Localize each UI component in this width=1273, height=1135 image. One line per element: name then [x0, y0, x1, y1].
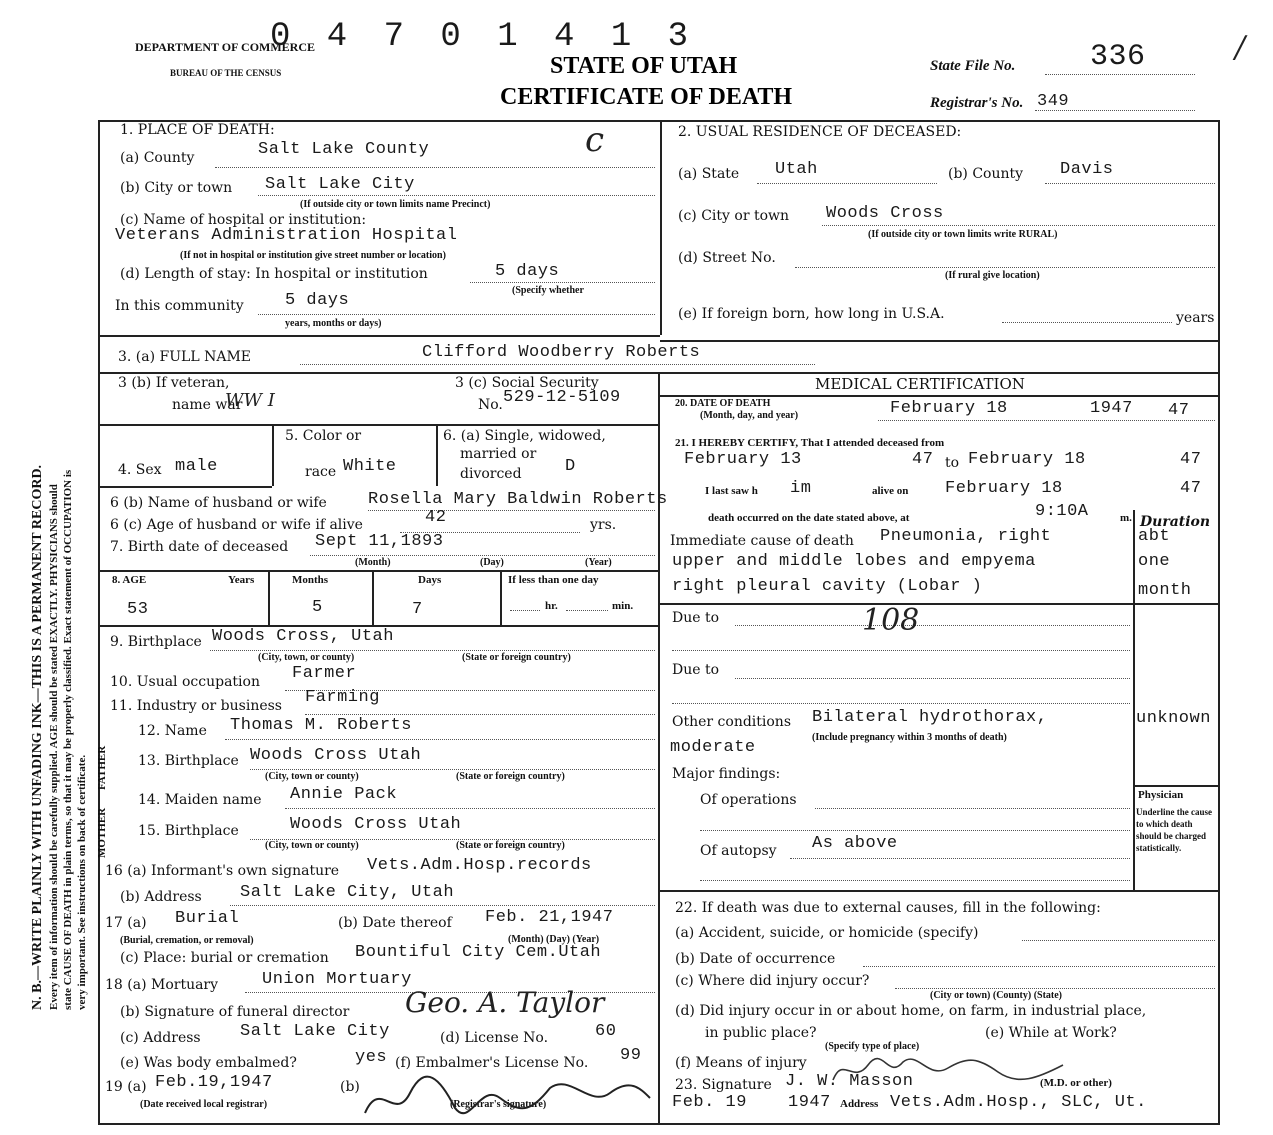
duration-value-2: one: [1138, 552, 1171, 571]
color-label: 5. Color or: [285, 428, 362, 444]
registrar-date-value: Feb.19,1947: [155, 1073, 273, 1092]
registrar-number: 349: [1037, 92, 1070, 111]
immediate-cause-label: Immediate cause of death: [670, 533, 854, 549]
veteran-row-bottom: [98, 424, 658, 426]
burial-place-value: Bountiful City Cem.Utah: [355, 943, 602, 962]
sex-value: male: [175, 457, 218, 476]
informant-address-value: Salt Lake City, Utah: [240, 883, 455, 902]
birthplace-state-note: (State or foreign country): [462, 652, 571, 663]
other-conditions-value: Bilateral hydrothorax,: [812, 708, 1048, 727]
duration-column-left: [1133, 510, 1135, 890]
father-state-note: (State or foreign country): [456, 771, 565, 782]
due-to-label-2: Due to: [672, 662, 720, 678]
informant-address-label: (b) Address: [120, 889, 202, 905]
veteran-label: 3 (b) If veteran,: [118, 375, 230, 391]
father-tag: FATHER: [96, 745, 108, 790]
registrar-sig-note: (Registrar's signature): [450, 1099, 547, 1110]
stay-value: 5 days: [495, 262, 560, 281]
father-city-note: (City, town or county): [265, 771, 359, 782]
industry-value: Farming: [305, 688, 380, 707]
embalmed-value: yes: [355, 1048, 388, 1067]
cause-row-bottom: [660, 603, 1220, 605]
birthplace-value: Woods Cross, Utah: [212, 627, 394, 646]
attended-to-year: 47: [1180, 450, 1202, 469]
mother-birthplace-label: 15. Birthplace: [138, 823, 239, 839]
community-units-note: years, months or days): [285, 318, 382, 329]
race-label: race: [305, 464, 337, 480]
mother-name-value: Annie Pack: [290, 785, 398, 804]
occupation-label: 10. Usual occupation: [110, 674, 260, 690]
external-a: (a) Accident, suicide, or homicide (specify): [675, 925, 979, 941]
autopsy-value: As above: [812, 834, 898, 853]
sex-row-bottom: [98, 486, 272, 488]
alive-on-year: 47: [1180, 479, 1202, 498]
date-of-death-value: February 18: [890, 399, 1008, 418]
mortuary-label: 18 (a) Mortuary: [105, 977, 219, 993]
marital-label-2: married or: [460, 446, 537, 462]
specify-note: (Specify whether: [512, 285, 584, 296]
attended-to-label: to: [945, 455, 960, 471]
cause-line-2: upper and middle lobes and empyema: [672, 552, 1036, 571]
external-c: (c) Where did injury occur?: [675, 973, 870, 989]
margin-instruction-1: Every item of information should be carefully supplied. AGE should be stated EXACTLY. PHYSICIANS should: [48, 484, 60, 1010]
last-saw-label: I last saw h: [705, 485, 758, 497]
age-less-label: If less than one day: [508, 574, 599, 586]
war-label: name war: [172, 397, 243, 413]
external-d: (d) Did injury occur in or about home, on farm, in industrial place,: [675, 1003, 1147, 1019]
registrar-label: 19 (a): [105, 1079, 147, 1095]
state-file-number: 336: [1090, 40, 1146, 74]
registrar-signature: [360, 1068, 660, 1128]
signature-date: Feb. 19: [672, 1093, 747, 1112]
attended-from-value: February 13: [684, 450, 802, 469]
informant-label: 16 (a) Informant's own signature: [105, 863, 340, 879]
residence-street-note: (If rural give location): [945, 270, 1040, 281]
funeral-director-signature: Geo. A. Taylor: [405, 986, 605, 1019]
external-f: (f) Means of injury: [675, 1055, 807, 1071]
other-conditions-label: Other conditions: [672, 714, 792, 730]
marital-label: 6. (a) Single, widowed,: [443, 428, 606, 444]
age-years-right: [268, 570, 270, 625]
residence-heading: 2. USUAL RESIDENCE OF DECEASED:: [678, 124, 962, 140]
ssn-no-label: No.: [478, 397, 503, 413]
external-d-2: in public place?: [705, 1025, 817, 1041]
death-time-value: 9:10A: [1035, 502, 1089, 521]
signature-name: J. W. Masson: [785, 1072, 914, 1091]
signature-md-note: (M.D. or other): [1040, 1077, 1112, 1089]
full-name-label: 3. (a) FULL NAME: [118, 349, 251, 365]
birth-date-value: Sept 11,1893: [315, 532, 444, 551]
mortuary-address-label: (c) Address: [120, 1030, 201, 1046]
due-to-label-1: Due to: [672, 610, 720, 626]
war-value: WW I: [225, 390, 275, 411]
age-months-label: Months: [292, 574, 329, 586]
other-duration-value: unknown: [1136, 709, 1211, 728]
cause-line-1: Pneumonia, right: [880, 527, 1052, 546]
sex-box-right: [272, 424, 274, 486]
date-of-death-year-short: 47: [1168, 401, 1190, 420]
margin-instruction-3: very important. See instructions on back of certificate.: [76, 754, 88, 1010]
death-county-label: (a) County: [120, 150, 195, 166]
marital-label-3: divorced: [460, 466, 522, 482]
margin-warning: N. B.—WRITE PLAINLY WITH UNFADING INK—THIS IS A PERMANENT RECORD.: [30, 464, 45, 1010]
state-file-line: [1045, 74, 1195, 75]
place-of-death-heading: 1. PLACE OF DEATH:: [120, 122, 275, 138]
certify-label: 21. I HEREBY CERTIFY, That I attended deceased from: [675, 437, 945, 449]
mortuary-address-value: Salt Lake City: [240, 1022, 390, 1041]
license-label: (d) License No.: [440, 1030, 549, 1046]
death-time-unit: m.: [1120, 512, 1132, 524]
ssn-value: 529-12-5109: [503, 388, 621, 407]
hospital-value: Veterans Administration Hospital: [115, 226, 458, 245]
spouse-age-label: 6 (c) Age of husband or wife if alive: [110, 517, 363, 533]
state-title: STATE OF UTAH: [550, 53, 738, 79]
community-value: 5 days: [285, 291, 350, 310]
residence-bottom: [660, 340, 1220, 342]
birth-day-note: (Day): [480, 557, 504, 568]
stay-label: (d) Length of stay: In hospital or institution: [120, 266, 428, 282]
external-heading: 22. If death was due to external causes, fill in the following:: [675, 900, 1101, 916]
form-left-border: [98, 120, 100, 1125]
major-findings-label: Major findings:: [672, 766, 781, 782]
embalmer-license-value: 99: [620, 1046, 642, 1065]
death-city-note: (If outside city or town limits name Precinct): [300, 199, 491, 210]
registrar-sig-label: (b): [340, 1079, 360, 1095]
certificate-title: CERTIFICATE OF DEATH: [500, 84, 793, 110]
department-label: DEPARTMENT OF COMMERCE: [135, 40, 316, 54]
date-of-death-year: 1947: [1090, 399, 1133, 418]
place-box-bottom: [98, 335, 660, 337]
age-hr-label: hr.: [545, 600, 558, 612]
funeral-director-label: (b) Signature of funeral director: [120, 1004, 350, 1020]
father-birthplace-value: Woods Cross Utah: [250, 746, 422, 765]
license-value: 60: [595, 1022, 617, 1041]
race-box-right: [436, 424, 438, 486]
burial-label: 17 (a): [105, 915, 147, 931]
burial-place-label: (c) Place: burial or cremation: [120, 950, 329, 966]
external-b: (b) Date of occurrence: [675, 951, 836, 967]
spouse-value: Rosella Mary Baldwin Roberts: [368, 490, 668, 509]
external-d-note: (Specify type of place): [825, 1041, 920, 1052]
alive-on-label: alive on: [872, 485, 909, 497]
death-city-value: Salt Lake City: [265, 175, 415, 194]
residence-state-label: (a) State: [678, 166, 740, 182]
sex-label: 4. Sex: [118, 462, 162, 478]
last-saw-value: im: [790, 479, 812, 498]
registrar-date-note: (Date received local registrar): [140, 1099, 268, 1110]
external-c-note: (City or town) (County) (State): [930, 990, 1063, 1001]
physician-label: Physician: [1138, 789, 1184, 801]
father-name-value: Thomas M. Roberts: [230, 716, 412, 735]
age-label: 8. AGE: [112, 574, 147, 586]
place-box-right: [660, 120, 662, 335]
signature-label: 23. Signature: [675, 1077, 772, 1093]
foreign-born-label: (e) If foreign born, how long in U.S.A.: [678, 306, 945, 322]
death-occurred-label: death occurred on the date stated above, at: [708, 512, 910, 524]
duration-label: Duration: [1140, 514, 1211, 530]
certificate-stamp-number: 0 4 7 0 1 4 1 3: [270, 18, 697, 56]
hospital-note: (If not in hospital or institution give street number or location): [180, 250, 446, 261]
date-of-death-label: 20. DATE OF DEATH: [675, 398, 771, 409]
state-file-label: State File No.: [930, 58, 1016, 74]
spouse-age-unit: yrs.: [590, 517, 617, 533]
marital-value: D: [565, 457, 576, 476]
cause-code: 108: [862, 603, 920, 638]
burial-date-label: (b) Date thereof: [338, 915, 452, 931]
birthplace-label: 9. Birthplace: [110, 634, 202, 650]
burial-type-value: Burial: [175, 909, 240, 928]
alive-on-value: February 18: [945, 479, 1063, 498]
age-days-label: Days: [418, 574, 442, 586]
physician-note: Underline the cause to which death should be charged statistically.: [1136, 807, 1212, 853]
burial-type-note: (Burial, cremation, or removal): [120, 935, 254, 946]
mother-name-label: 14. Maiden name: [138, 792, 262, 808]
age-months-right: [372, 570, 374, 625]
residence-state-value: Utah: [775, 160, 818, 179]
age-days-right: [500, 570, 502, 625]
mother-birthplace-value: Woods Cross Utah: [290, 815, 462, 834]
medical-heading-bottom: [660, 395, 1220, 397]
other-conditions-value-2: moderate: [670, 738, 756, 757]
physician-signature: [828, 1050, 1068, 1090]
mother-city-note: (City, town or county): [265, 840, 359, 851]
father-birthplace-label: 13. Birthplace: [138, 753, 239, 769]
hospital-label: (c) Name of hospital or institution:: [120, 212, 367, 228]
residence-city-note: (If outside city or town limits write RURAL): [868, 229, 1058, 240]
spouse-label: 6 (b) Name of husband or wife: [110, 495, 327, 511]
death-county-value: Salt Lake County: [258, 140, 430, 159]
spouse-age-value: 42: [425, 508, 447, 527]
form-right-border: [1218, 120, 1220, 1125]
age-days-value: 7: [412, 600, 423, 619]
birth-date-label: 7. Birth date of deceased: [110, 539, 289, 555]
mother-state-note: (State or foreign country): [456, 840, 565, 851]
community-label: In this community: [115, 298, 244, 314]
signature-address-value: Vets.Adm.Hosp., SLC, Ut.: [890, 1093, 1147, 1112]
attended-to-value: February 18: [968, 450, 1086, 469]
signature-address-label: Address: [840, 1098, 879, 1110]
full-name-value: Clifford Woodberry Roberts: [422, 343, 701, 362]
handwritten-check-mark: c: [585, 120, 605, 160]
residence-city-value: Woods Cross: [826, 204, 944, 223]
cause-line-3: right pleural cavity (Lobar ): [672, 577, 983, 596]
race-value: White: [343, 457, 397, 476]
birth-month-note: (Month): [355, 557, 391, 568]
attended-from-year: 47: [912, 450, 934, 469]
operations-label: Of operations: [700, 792, 797, 808]
bureau-label: BUREAU OF THE CENSUS: [170, 68, 282, 78]
age-years-value: 53: [127, 600, 149, 619]
pregnancy-note: (Include pregnancy within 3 months of death): [812, 732, 1007, 743]
registrar-no-label: Registrar's No.: [930, 95, 1024, 111]
death-city-label: (b) City or town: [120, 180, 233, 196]
father-name-label: 12. Name: [138, 723, 207, 739]
autopsy-label: Of autopsy: [700, 843, 777, 859]
residence-street-label: (d) Street No.: [678, 250, 776, 266]
residence-county-label: (b) County: [948, 166, 1024, 182]
informant-value: Vets.Adm.Hosp.records: [367, 856, 592, 875]
signature-year: 1947: [788, 1093, 831, 1112]
embalmer-license-label: (f) Embalmer's License No.: [395, 1055, 589, 1071]
corner-mark: /: [1235, 30, 1246, 65]
medical-heading: MEDICAL CERTIFICATION: [815, 375, 1025, 393]
external-e: (e) While at Work?: [985, 1025, 1117, 1041]
birth-year-note: (Year): [585, 557, 612, 568]
birthplace-city-note: (City, town, or county): [258, 652, 355, 663]
center-divider: [658, 372, 660, 1125]
residence-county-value: Davis: [1060, 160, 1114, 179]
foreign-years-label: years: [1176, 310, 1215, 326]
age-min-label: min.: [612, 600, 634, 612]
age-months-value: 5: [312, 598, 323, 617]
ssn-label: 3 (c) Social Security: [455, 375, 599, 391]
residence-city-label: (c) City or town: [678, 208, 790, 224]
burial-date-note: (Month) (Day) (Year): [508, 934, 600, 945]
occupation-value: Farmer: [292, 664, 357, 683]
duration-value-3: month: [1138, 581, 1192, 600]
industry-label: 11. Industry or business: [110, 698, 282, 714]
medical-bottom: [660, 890, 1220, 892]
physician-box-top: [1133, 785, 1220, 787]
duration-value-1: abt: [1138, 527, 1171, 546]
mortuary-value: Union Mortuary: [262, 970, 412, 989]
birth-row-bottom: [98, 570, 658, 572]
date-of-death-note: (Month, day, and year): [700, 410, 799, 421]
embalmed-label: (e) Was body embalmed?: [120, 1055, 297, 1071]
margin-instruction-2: state CAUSE OF DEATH in plain terms, so that it may be properly classified. Exact statement of OCCUPATION is: [62, 469, 74, 1010]
age-years-label: Years: [228, 574, 255, 586]
mother-tag: MOTHER: [96, 807, 108, 858]
burial-date-value: Feb. 21,1947: [485, 908, 614, 927]
